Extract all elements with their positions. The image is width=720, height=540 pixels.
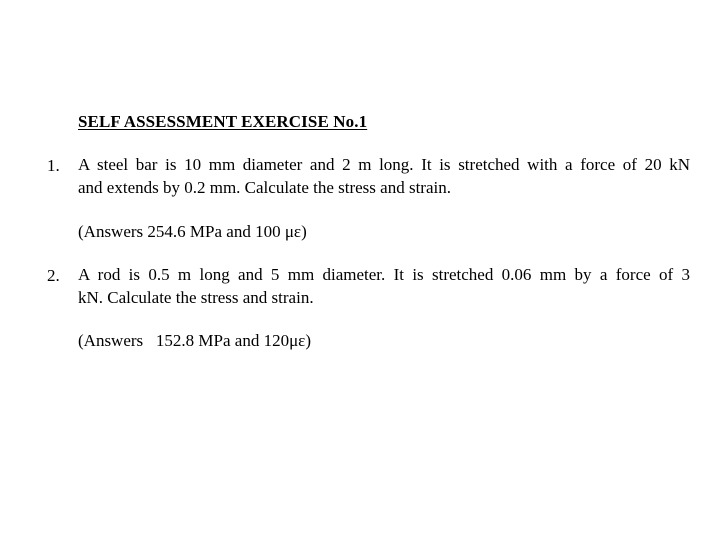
exercise-heading: SELF ASSESSMENT EXERCISE No.1 — [78, 112, 368, 131]
question-2-text — [78, 263, 690, 309]
question-1-line-1: A steel bar is 10 mm diameter and 2 m long. It is stretched with a force of 20 kN — [78, 155, 690, 174]
question-2-line-2: kN. Calculate the stress and strain. — [78, 288, 314, 307]
question-1-line-2: and extends by 0.2 mm. Calculate the stress and strain. — [78, 178, 451, 197]
question-1-text — [78, 153, 690, 199]
question-2-number: 2. — [47, 266, 60, 285]
question-1-number: 1. — [47, 156, 60, 175]
question-2-answer: (Answers 152.8 MPa and 120με) — [78, 331, 311, 350]
question-1-answer: (Answers 254.6 MPa and 100 με) — [78, 222, 307, 241]
question-2-line-1: A rod is 0.5 m long and 5 mm diameter. It is stretched 0.06 mm by a force of 3 — [78, 265, 690, 284]
